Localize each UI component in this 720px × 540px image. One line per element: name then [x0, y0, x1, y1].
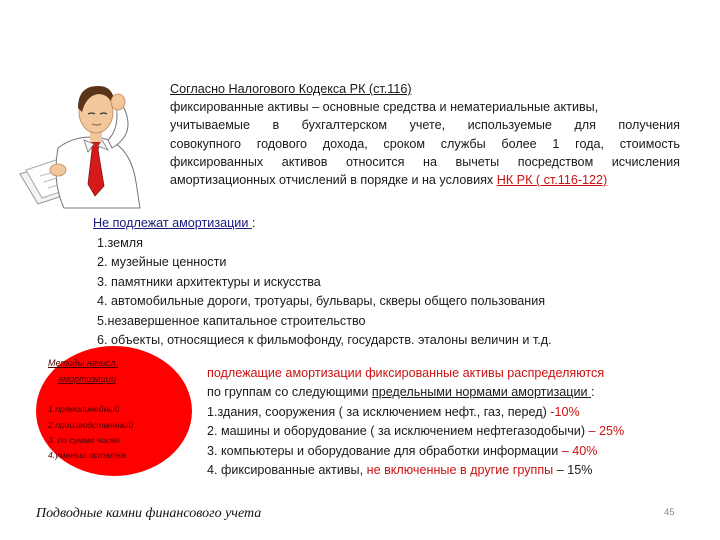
groups-colon: : — [591, 385, 595, 400]
group-item — [207, 461, 703, 480]
intro-line: фиксированные активы – основные средства и нематериальные активы, — [170, 100, 599, 115]
list-item: 3. памятники архитектуры и искусства — [97, 274, 321, 289]
methods-title: Методы начисл. — [48, 358, 118, 368]
group-item-highlight: не включенные в другие группы — [366, 463, 554, 478]
intro-line: амортизационных отчислений в порядке и на условиях — [170, 173, 497, 188]
methods-title: амортизации — [58, 374, 116, 384]
groups-intro: подлежащие амортизации фиксированные активы распределяются — [207, 366, 605, 380]
max-rates-reference: предельными нормами амортизации — [371, 385, 592, 400]
group-rate: – 25% — [588, 424, 625, 439]
non-depreciable-heading — [93, 214, 673, 234]
page-number: 45 — [664, 507, 675, 518]
depreciation-groups — [207, 364, 703, 480]
depreciation-methods-circle — [36, 346, 192, 476]
heading-colon: : — [251, 216, 256, 230]
group-item — [207, 403, 703, 422]
tax-code-articles-reference: НК РК ( ст.116-122) — [496, 173, 608, 188]
list-item: 2. музейные ценности — [97, 255, 227, 269]
list-item: 4. автомобильные дороги, тротуары, бульвары, скверы общего пользования — [97, 294, 546, 308]
groups-intro-line — [207, 383, 703, 402]
list-item: 1.земля — [97, 235, 143, 250]
tax-code-reference: Согласно Налогового Кодекса РК (ст.116) — [170, 82, 412, 96]
list-item: 5.незавершенное капитальное строительство — [97, 313, 366, 328]
group-rate: -10% — [550, 404, 580, 419]
intro-line: совокупного годового дохода, сроком службы более 1 года, стоимость — [170, 136, 680, 151]
group-item-text: 1.здания, сооружения ( за исключением нефт., газ, перед) — [207, 404, 551, 419]
intro-paragraph — [170, 80, 680, 189]
man-reading-document-illustration — [12, 78, 152, 212]
method-item: 4.уменьш.остатка — [48, 450, 126, 460]
method-item: 1.прямолинейный — [48, 404, 120, 414]
group-rate: – 15% — [553, 463, 593, 478]
group-item-text: 4. фиксированные активы, — [207, 463, 367, 478]
slide-footer-title: Подводные камни финансового учета — [36, 506, 262, 521]
non-depreciable-items — [93, 234, 673, 351]
method-item: 2.производственный — [48, 420, 134, 430]
group-item-text: 3. компьютеры и оборудование для обработки информации — [207, 443, 562, 458]
non-depreciable-list — [93, 214, 673, 351]
list-item: 6. объекты, относящиеся к фильмофонду, государств. эталоны величин и т.д. — [97, 333, 552, 347]
group-item — [207, 442, 703, 461]
intro-line: учитываемые в бухгалтерском учете, используемые для получения — [170, 118, 680, 133]
intro-line: фиксированных активов относится на вычеты посредством исчисления — [170, 154, 680, 169]
intro-last-line — [170, 171, 680, 189]
group-item-text: 2. машины и оборудование ( за исключением нефтегазодобычи) — [207, 424, 589, 439]
non-depreciable-heading-text: Не подлежат амортизации — [93, 216, 252, 230]
group-item — [207, 422, 703, 441]
group-rate: – 40% — [561, 443, 598, 458]
method-item: 3. по сумме чисел — [48, 435, 120, 445]
groups-prefix: по группам со следующими — [207, 385, 372, 400]
